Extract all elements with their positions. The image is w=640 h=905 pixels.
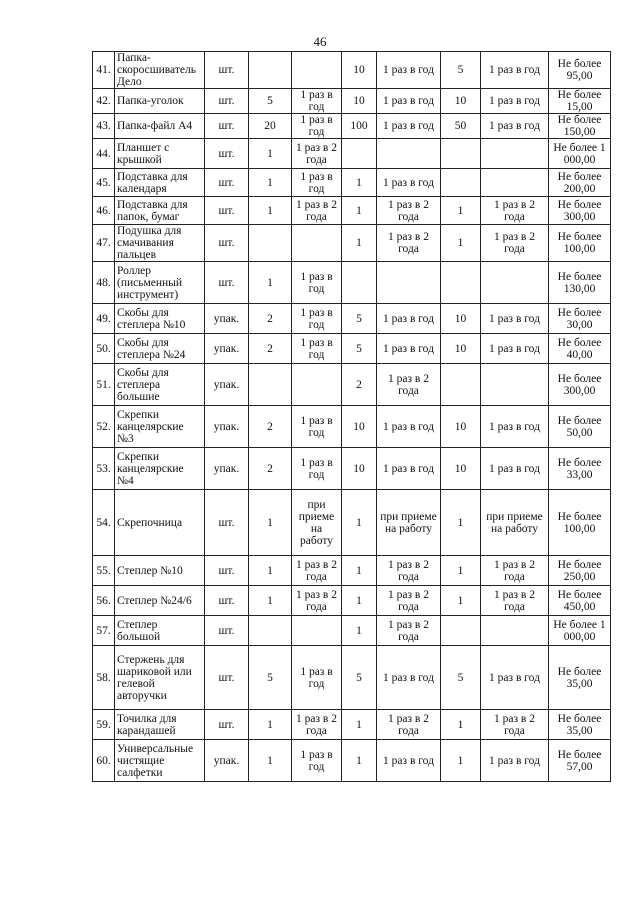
quantity-3-cell	[441, 169, 481, 197]
period-2-cell: 1 раз в 2 года	[377, 364, 441, 406]
period-1-cell	[292, 616, 342, 646]
row-number: 46.	[93, 197, 115, 225]
row-number: 58.	[93, 646, 115, 710]
price-cell: Не более 35,00	[549, 646, 611, 710]
quantity-2-cell: 10	[342, 89, 377, 114]
row-number: 52.	[93, 406, 115, 448]
price-cell: Не более 250,00	[549, 556, 611, 586]
period-3-cell: 1 раз в год	[481, 448, 549, 490]
quantity-1-cell: 2	[249, 334, 292, 364]
period-3-cell: 1 раз в 2 года	[481, 586, 549, 616]
period-2-cell: 1 раз в 2 года	[377, 616, 441, 646]
period-3-cell: при приеме на работу	[481, 490, 549, 556]
row-number: 60.	[93, 740, 115, 782]
quantity-3-cell: 1	[441, 586, 481, 616]
table-row	[93, 114, 611, 139]
period-3-cell: 1 раз в 2 года	[481, 197, 549, 225]
quantity-2-cell: 10	[342, 406, 377, 448]
period-1-cell: 1 раз в год	[292, 89, 342, 114]
quantity-2-cell: 5	[342, 646, 377, 710]
unit-cell: шт.	[205, 197, 249, 225]
period-3-cell: 1 раз в год	[481, 334, 549, 364]
quantity-1-cell: 5	[249, 646, 292, 710]
period-1-cell: 1 раз в год	[292, 169, 342, 197]
period-3-cell	[481, 139, 549, 169]
item-name: Степлер большой	[115, 616, 205, 646]
quantity-2-cell: 1	[342, 616, 377, 646]
period-3-cell	[481, 364, 549, 406]
quantity-1-cell: 20	[249, 114, 292, 139]
quantity-1-cell: 5	[249, 89, 292, 114]
price-cell: Не более 100,00	[549, 225, 611, 262]
table-row	[93, 646, 611, 710]
quantity-1-cell: 1	[249, 586, 292, 616]
quantity-3-cell: 10	[441, 406, 481, 448]
quantity-2-cell: 1	[342, 225, 377, 262]
period-1-cell: 1 раз в 2 года	[292, 710, 342, 740]
quantity-1-cell: 2	[249, 304, 292, 334]
supplies-table	[92, 51, 611, 782]
quantity-1-cell: 1	[249, 169, 292, 197]
price-cell: Не более 200,00	[549, 169, 611, 197]
quantity-3-cell: 10	[441, 304, 481, 334]
quantity-2-cell: 1	[342, 556, 377, 586]
quantity-3-cell: 5	[441, 646, 481, 710]
period-1-cell: 1 раз в 2 года	[292, 139, 342, 169]
quantity-3-cell	[441, 139, 481, 169]
quantity-1-cell: 1	[249, 490, 292, 556]
quantity-1-cell	[249, 52, 292, 89]
item-name: Папка-уголок	[115, 89, 205, 114]
quantity-2-cell: 1	[342, 586, 377, 616]
period-1-cell	[292, 225, 342, 262]
unit-cell: шт.	[205, 139, 249, 169]
item-name: Подставка для папок, бумаг	[115, 197, 205, 225]
period-1-cell: 1 раз в 2 года	[292, 556, 342, 586]
period-2-cell: 1 раз в 2 года	[377, 586, 441, 616]
item-name: Скобы для степлера большие	[115, 364, 205, 406]
quantity-3-cell: 10	[441, 448, 481, 490]
period-3-cell: 1 раз в год	[481, 406, 549, 448]
period-3-cell: 1 раз в год	[481, 646, 549, 710]
quantity-3-cell: 1	[441, 490, 481, 556]
period-1-cell: 1 раз в год	[292, 114, 342, 139]
quantity-3-cell: 5	[441, 52, 481, 89]
quantity-1-cell: 2	[249, 406, 292, 448]
row-number: 44.	[93, 139, 115, 169]
item-name: Скрепки канцелярские №3	[115, 406, 205, 448]
item-name: Подставка для календаря	[115, 169, 205, 197]
quantity-1-cell	[249, 616, 292, 646]
period-2-cell	[377, 262, 441, 304]
quantity-1-cell: 1	[249, 556, 292, 586]
period-2-cell: 1 раз в год	[377, 89, 441, 114]
table-row	[93, 225, 611, 262]
row-number: 48.	[93, 262, 115, 304]
unit-cell: шт.	[205, 169, 249, 197]
price-cell: Не более 15,00	[549, 89, 611, 114]
quantity-2-cell: 1	[342, 710, 377, 740]
item-name: Подушка для смачивания пальцев	[115, 225, 205, 262]
period-3-cell: 1 раз в 2 года	[481, 556, 549, 586]
item-name: Скобы для степлера №24	[115, 334, 205, 364]
period-2-cell	[377, 139, 441, 169]
period-1-cell: при приеме на работу	[292, 490, 342, 556]
row-number: 55.	[93, 556, 115, 586]
period-2-cell: при приеме на работу	[377, 490, 441, 556]
period-1-cell: 1 раз в год	[292, 406, 342, 448]
row-number: 56.	[93, 586, 115, 616]
price-cell: Не более 150,00	[549, 114, 611, 139]
item-name: Папка-скоросшиватель Дело	[115, 52, 205, 89]
period-1-cell: 1 раз в год	[292, 262, 342, 304]
period-1-cell: 1 раз в 2 года	[292, 197, 342, 225]
period-1-cell	[292, 364, 342, 406]
table-row	[93, 304, 611, 334]
unit-cell: упак.	[205, 334, 249, 364]
unit-cell: шт.	[205, 586, 249, 616]
quantity-3-cell: 50	[441, 114, 481, 139]
item-name: Папка-файл А4	[115, 114, 205, 139]
period-2-cell: 1 раз в год	[377, 406, 441, 448]
period-2-cell: 1 раз в 2 года	[377, 710, 441, 740]
table-row	[93, 139, 611, 169]
period-2-cell: 1 раз в год	[377, 334, 441, 364]
period-3-cell	[481, 616, 549, 646]
unit-cell: шт.	[205, 262, 249, 304]
table-row	[93, 586, 611, 616]
price-cell: Не более 1 000,00	[549, 616, 611, 646]
item-name: Универсальные чистящие салфетки	[115, 740, 205, 782]
item-name: Скрепки канцелярские №4	[115, 448, 205, 490]
table-row	[93, 262, 611, 304]
period-2-cell: 1 раз в год	[377, 646, 441, 710]
page-number: 46	[313, 34, 327, 49]
quantity-1-cell: 1	[249, 710, 292, 740]
quantity-3-cell: 10	[441, 89, 481, 114]
period-3-cell	[481, 262, 549, 304]
row-number: 53.	[93, 448, 115, 490]
row-number: 50.	[93, 334, 115, 364]
period-2-cell: 1 раз в год	[377, 169, 441, 197]
item-name: Скрепочница	[115, 490, 205, 556]
period-2-cell: 1 раз в год	[377, 448, 441, 490]
table-row	[93, 52, 611, 89]
quantity-3-cell: 1	[441, 225, 481, 262]
quantity-2-cell	[342, 139, 377, 169]
row-number: 54.	[93, 490, 115, 556]
quantity-1-cell: 1	[249, 197, 292, 225]
unit-cell: шт.	[205, 710, 249, 740]
period-2-cell: 1 раз в 2 года	[377, 197, 441, 225]
period-2-cell: 1 раз в 2 года	[377, 225, 441, 262]
period-1-cell: 1 раз в год	[292, 740, 342, 782]
price-cell: Не более 300,00	[549, 364, 611, 406]
period-2-cell: 1 раз в год	[377, 52, 441, 89]
period-2-cell: 1 раз в год	[377, 114, 441, 139]
table-row	[93, 556, 611, 586]
unit-cell: упак.	[205, 304, 249, 334]
item-name: Роллер (письменный инструмент)	[115, 262, 205, 304]
quantity-2-cell: 1	[342, 740, 377, 782]
row-number: 42.	[93, 89, 115, 114]
price-cell: Не более 50,00	[549, 406, 611, 448]
quantity-2-cell: 5	[342, 334, 377, 364]
quantity-3-cell	[441, 616, 481, 646]
price-cell: Не более 130,00	[549, 262, 611, 304]
quantity-2-cell	[342, 262, 377, 304]
table-row	[93, 169, 611, 197]
quantity-1-cell: 1	[249, 740, 292, 782]
unit-cell: шт.	[205, 52, 249, 89]
row-number: 59.	[93, 710, 115, 740]
unit-cell: шт.	[205, 646, 249, 710]
price-cell: Не более 30,00	[549, 304, 611, 334]
quantity-2-cell: 1	[342, 169, 377, 197]
table-row	[93, 448, 611, 490]
price-cell: Не более 33,00	[549, 448, 611, 490]
table-row	[93, 406, 611, 448]
quantity-2-cell: 1	[342, 197, 377, 225]
quantity-1-cell: 2	[249, 448, 292, 490]
period-3-cell: 1 раз в год	[481, 114, 549, 139]
table-row	[93, 334, 611, 364]
unit-cell: упак.	[205, 364, 249, 406]
row-number: 43.	[93, 114, 115, 139]
table-row	[93, 490, 611, 556]
period-3-cell: 1 раз в 2 года	[481, 225, 549, 262]
item-name: Степлер №10	[115, 556, 205, 586]
quantity-2-cell: 10	[342, 448, 377, 490]
table-row	[93, 616, 611, 646]
period-1-cell: 1 раз в год	[292, 646, 342, 710]
period-2-cell: 1 раз в год	[377, 740, 441, 782]
quantity-2-cell: 10	[342, 52, 377, 89]
period-3-cell: 1 раз в 2 года	[481, 710, 549, 740]
unit-cell: шт.	[205, 616, 249, 646]
item-name: Планшет с крышкой	[115, 139, 205, 169]
quantity-3-cell: 1	[441, 740, 481, 782]
row-number: 47.	[93, 225, 115, 262]
quantity-2-cell: 100	[342, 114, 377, 139]
period-2-cell: 1 раз в год	[377, 304, 441, 334]
table-row	[93, 710, 611, 740]
row-number: 57.	[93, 616, 115, 646]
quantity-2-cell: 5	[342, 304, 377, 334]
quantity-1-cell	[249, 364, 292, 406]
unit-cell: шт.	[205, 89, 249, 114]
quantity-3-cell: 1	[441, 710, 481, 740]
quantity-1-cell: 1	[249, 139, 292, 169]
item-name: Стержень для шариковой или гелевой авторучки	[115, 646, 205, 710]
price-cell: Не более 35,00	[549, 710, 611, 740]
table-row	[93, 197, 611, 225]
quantity-3-cell	[441, 364, 481, 406]
period-3-cell: 1 раз в год	[481, 304, 549, 334]
quantity-3-cell: 10	[441, 334, 481, 364]
table-row	[93, 89, 611, 114]
unit-cell: шт.	[205, 556, 249, 586]
quantity-1-cell	[249, 225, 292, 262]
price-cell: Не более 450,00	[549, 586, 611, 616]
item-name: Степлер №24/6	[115, 586, 205, 616]
period-1-cell: 1 раз в год	[292, 448, 342, 490]
period-1-cell: 1 раз в год	[292, 304, 342, 334]
price-cell: Не более 300,00	[549, 197, 611, 225]
period-3-cell: 1 раз в год	[481, 740, 549, 782]
period-1-cell: 1 раз в 2 года	[292, 586, 342, 616]
unit-cell: упак.	[205, 740, 249, 782]
row-number: 49.	[93, 304, 115, 334]
price-cell: Не более 40,00	[549, 334, 611, 364]
quantity-2-cell: 2	[342, 364, 377, 406]
unit-cell: упак.	[205, 448, 249, 490]
quantity-3-cell: 1	[441, 197, 481, 225]
unit-cell: шт.	[205, 490, 249, 556]
table-row	[93, 740, 611, 782]
row-number: 45.	[93, 169, 115, 197]
period-1-cell: 1 раз в год	[292, 334, 342, 364]
period-2-cell: 1 раз в 2 года	[377, 556, 441, 586]
quantity-3-cell: 1	[441, 556, 481, 586]
item-name: Точилка для карандашей	[115, 710, 205, 740]
price-cell: Не более 95,00	[549, 52, 611, 89]
item-name: Скобы для степлера №10	[115, 304, 205, 334]
price-cell: Не более 100,00	[549, 490, 611, 556]
period-3-cell: 1 раз в год	[481, 52, 549, 89]
quantity-1-cell: 1	[249, 262, 292, 304]
unit-cell: шт.	[205, 114, 249, 139]
unit-cell: шт.	[205, 225, 249, 262]
table-row	[93, 364, 611, 406]
period-3-cell: 1 раз в год	[481, 89, 549, 114]
period-3-cell	[481, 169, 549, 197]
unit-cell: упак.	[205, 406, 249, 448]
price-cell: Не более 1 000,00	[549, 139, 611, 169]
price-cell: Не более 57,00	[549, 740, 611, 782]
row-number: 51.	[93, 364, 115, 406]
period-1-cell	[292, 52, 342, 89]
quantity-3-cell	[441, 262, 481, 304]
row-number: 41.	[93, 52, 115, 89]
quantity-2-cell: 1	[342, 490, 377, 556]
supplies-table-body	[93, 52, 611, 782]
